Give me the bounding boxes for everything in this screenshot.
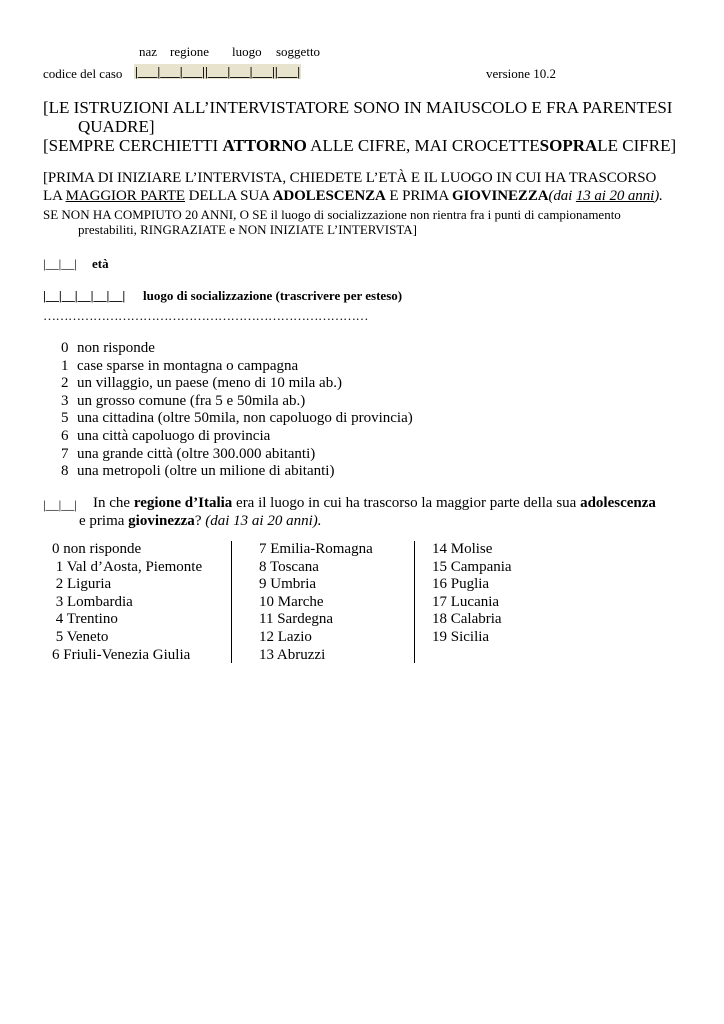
- region-q2-a: e prima: [79, 513, 129, 529]
- region-question-line-1: [93, 495, 656, 512]
- instructions-line-2: [43, 136, 676, 156]
- place-type-label: una grande città (oltre 300.000 abitanti): [77, 445, 316, 462]
- region-option[interactable]: 19 Sicilia: [432, 628, 490, 645]
- place-type-label: una metropoli (oltre un milione di abitanti): [77, 463, 335, 480]
- age-label: età: [92, 256, 109, 271]
- region-q2-italic: (dai 13 ai 20 anni).: [205, 513, 322, 529]
- intro-line-2-maggior-parte: MAGGIOR PARTE: [65, 188, 185, 204]
- field-label-regione: regione: [170, 44, 209, 59]
- place-type-label: non risponde: [77, 340, 155, 356]
- region-option[interactable]: 4 Trentino: [52, 611, 118, 628]
- region-option[interactable]: 2 Liguria: [52, 576, 112, 593]
- place-label: luogo di socializzazione (trascrivere per esteso): [143, 288, 403, 303]
- instructions-line-1b: QUADRE]: [78, 117, 155, 136]
- place-type-label: una cittadina (oltre 50mila, non capoluogo di provincia): [77, 410, 413, 427]
- region-option[interactable]: 7 Emilia-Romagna: [259, 541, 373, 557]
- region-option[interactable]: 3 Lombardia: [52, 593, 133, 610]
- regions-column-1: [52, 541, 202, 664]
- place-type-label: una città capoluogo di provincia: [77, 428, 271, 444]
- instructions-line-1: [LE ISTRUZIONI ALL’INTERVISTATORE SONO IN MAIUSCOLO E FRA PARENTESI: [43, 98, 673, 117]
- intro-line-2-c: E PRIMA: [385, 188, 452, 204]
- region-q-bold-2: adolescenza: [580, 495, 656, 511]
- region-option[interactable]: 13 Abruzzi: [259, 646, 326, 663]
- place-type-code[interactable]: 8: [61, 463, 69, 480]
- intro-line-2-a: LA: [43, 188, 66, 204]
- region-question-line-2: [79, 513, 321, 530]
- version-label: versione 10.2: [486, 66, 557, 81]
- regions-column-2: [259, 541, 373, 664]
- region-option[interactable]: 10 Marche: [259, 593, 324, 610]
- region-option[interactable]: 9 Umbria: [259, 576, 317, 593]
- instructions-line-2-pre: [SEMPRE CERCHIETTI: [43, 136, 223, 155]
- age-boxes[interactable]: |__|__|: [43, 256, 77, 271]
- place-type-label: case sparse in montagna o campagna: [77, 357, 299, 374]
- region-option[interactable]: 18 Calabria: [432, 611, 502, 628]
- region-option[interactable]: 1 Val d’Aosta, Piemonte: [52, 558, 203, 575]
- intro-line-2-b: DELLA SUA: [184, 188, 273, 204]
- place-boxes[interactable]: |__|__|__|__|__|: [43, 288, 126, 303]
- intro-line-2-iu: 13 ai 20 anni: [575, 188, 655, 204]
- case-code-boxes[interactable]: |___|___|___||___|___|___||___|: [135, 64, 301, 79]
- instructions-line-2-sopra: SOPRA: [539, 136, 598, 155]
- intro-line-2-adolescenza: ADOLESCENZA: [272, 188, 386, 204]
- region-option[interactable]: 5 Veneto: [52, 628, 109, 645]
- place-type-code[interactable]: 7: [61, 445, 69, 462]
- field-label-naz: naz: [139, 44, 158, 59]
- region-option[interactable]: 0 non risponde: [52, 541, 142, 557]
- region-option[interactable]: 11 Sardegna: [259, 611, 334, 628]
- place-type-code[interactable]: 6: [61, 428, 69, 444]
- field-label-soggetto: soggetto: [276, 44, 321, 59]
- region-option[interactable]: 15 Campania: [432, 558, 512, 575]
- place-type-code[interactable]: 0: [61, 340, 69, 356]
- intro-line-2-i2: ).: [654, 188, 663, 204]
- intro-line-3: SE NON HA COMPIUTO 20 ANNI, O SE il luogo di socializzazione non rientra fra i punti di campionamento: [43, 207, 621, 222]
- region-boxes[interactable]: |__|__|: [43, 497, 77, 512]
- region-option[interactable]: 8 Toscana: [259, 558, 319, 575]
- place-dots-line[interactable]: ……………………………………………………………………: [43, 308, 368, 323]
- instructions-line-2-mid: ALLE CIFRE, MAI CROCETTE: [306, 136, 540, 155]
- place-type-label: un grosso comune (fra 5 e 50mila ab.): [77, 392, 306, 409]
- regions-divider-1: [231, 541, 232, 663]
- place-type-label: un villaggio, un paese (meno di 10 mila ab.): [77, 375, 342, 392]
- region-option[interactable]: 16 Puglia: [432, 576, 490, 593]
- regions-column-3: [432, 541, 512, 647]
- intro-line-2: [43, 188, 663, 205]
- region-option[interactable]: 17 Lucania: [432, 593, 500, 610]
- place-type-code[interactable]: 2: [61, 375, 69, 392]
- instructions-line-2-attorno: ATTORNO: [222, 136, 307, 155]
- intro-line-2-giovinezza: GIOVINEZZA: [451, 188, 549, 204]
- intro-line-1: [PRIMA DI INIZIARE L’INTERVISTA, CHIEDETE L’ETÀ E IL LUOGO IN CUI HA TRASCORSO: [43, 170, 657, 186]
- place-type-code[interactable]: 5: [61, 410, 69, 427]
- intro-line-2-i1: (dai: [548, 188, 576, 204]
- intro-line-4: prestabiliti, RINGRAZIATE e NON INIZIATE L’INTERVISTA]: [78, 222, 417, 237]
- region-q2-b: ?: [194, 513, 206, 529]
- instructions-line-2-post: LE CIFRE]: [597, 136, 677, 155]
- region-option[interactable]: 6 Friuli-Venezia Giulia: [52, 646, 191, 663]
- case-code-label: codice del caso: [43, 66, 123, 81]
- region-q-a: In che: [93, 495, 134, 511]
- place-type-code[interactable]: 3: [61, 392, 69, 409]
- region-q-b: era il luogo in cui ha trascorso la maggior parte della sua: [232, 495, 581, 511]
- region-option[interactable]: 14 Molise: [432, 541, 493, 557]
- region-q-bold-1: regione d’Italia: [133, 495, 233, 511]
- region-option[interactable]: 12 Lazio: [259, 628, 312, 645]
- field-label-luogo: luogo: [232, 44, 262, 59]
- regions-divider-2: [414, 541, 415, 663]
- place-type-code[interactable]: 1: [61, 357, 69, 374]
- region-q2-bold: giovinezza: [128, 513, 195, 529]
